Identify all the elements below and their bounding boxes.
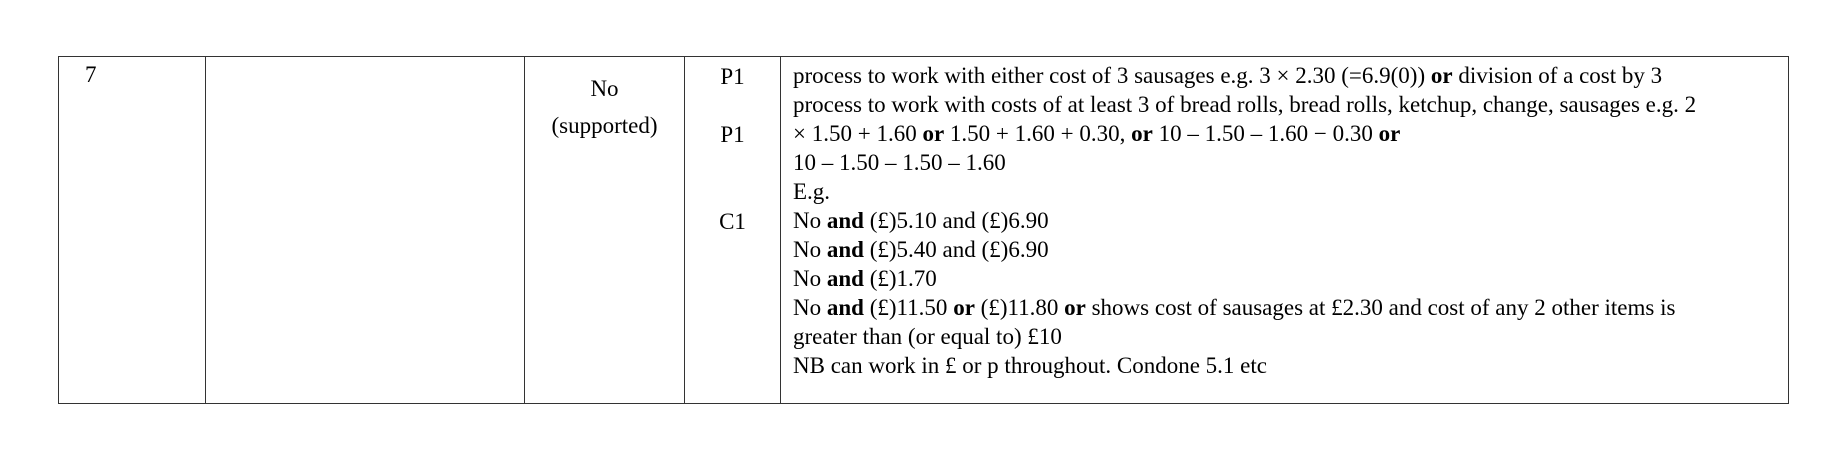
table-row (59, 57, 1789, 404)
empty-cell (206, 57, 525, 404)
mark-code: P1 (720, 64, 745, 89)
guidance-line: × 1.50 + 1.60 or 1.50 + 1.60 + 0.30, or 10 – 1.50 – 1.60 − 0.30 or (793, 121, 1401, 146)
guidance-line: 10 – 1.50 – 1.50 – 1.60 (793, 150, 1006, 175)
guidance-line: process to work with either cost of 3 sausages e.g. 3 × 2.30 (=6.9(0)) or division of a cost by 3 (793, 63, 1663, 88)
marks-cell (685, 57, 781, 404)
guidance-line: No and (£)1.70 (793, 266, 937, 291)
guidance-line: No and (£)5.40 and (£)6.90 (793, 237, 1049, 262)
question-number-cell (59, 57, 206, 404)
question-number: 7 (85, 62, 97, 87)
mark-code: C1 (719, 209, 746, 234)
guidance-line: No and (£)5.10 and (£)6.90 (793, 208, 1049, 233)
guidance-line: greater than (or equal to) £10 (793, 324, 1062, 349)
guidance-text (781, 57, 1788, 380)
answer-cell (525, 57, 685, 404)
guidance-line: process to work with costs of at least 3 of bread rolls, bread rolls, ketchup, change, sausages e.g. 2 (793, 92, 1697, 117)
answer-qualifier: (supported) (551, 113, 658, 138)
guidance-line: NB can work in £ or p throughout. Condone 5.1 etc (793, 353, 1267, 378)
guidance-line: No and (£)11.50 or (£)11.80 or shows cost of sausages at £2.30 and cost of any 2 other items is (793, 295, 1676, 320)
mark-scheme-table (58, 56, 1789, 404)
guidance-line: E.g. (793, 179, 831, 204)
guidance-cell (781, 57, 1789, 404)
mark-code: P1 (720, 122, 745, 147)
answer-text: No (590, 76, 619, 101)
